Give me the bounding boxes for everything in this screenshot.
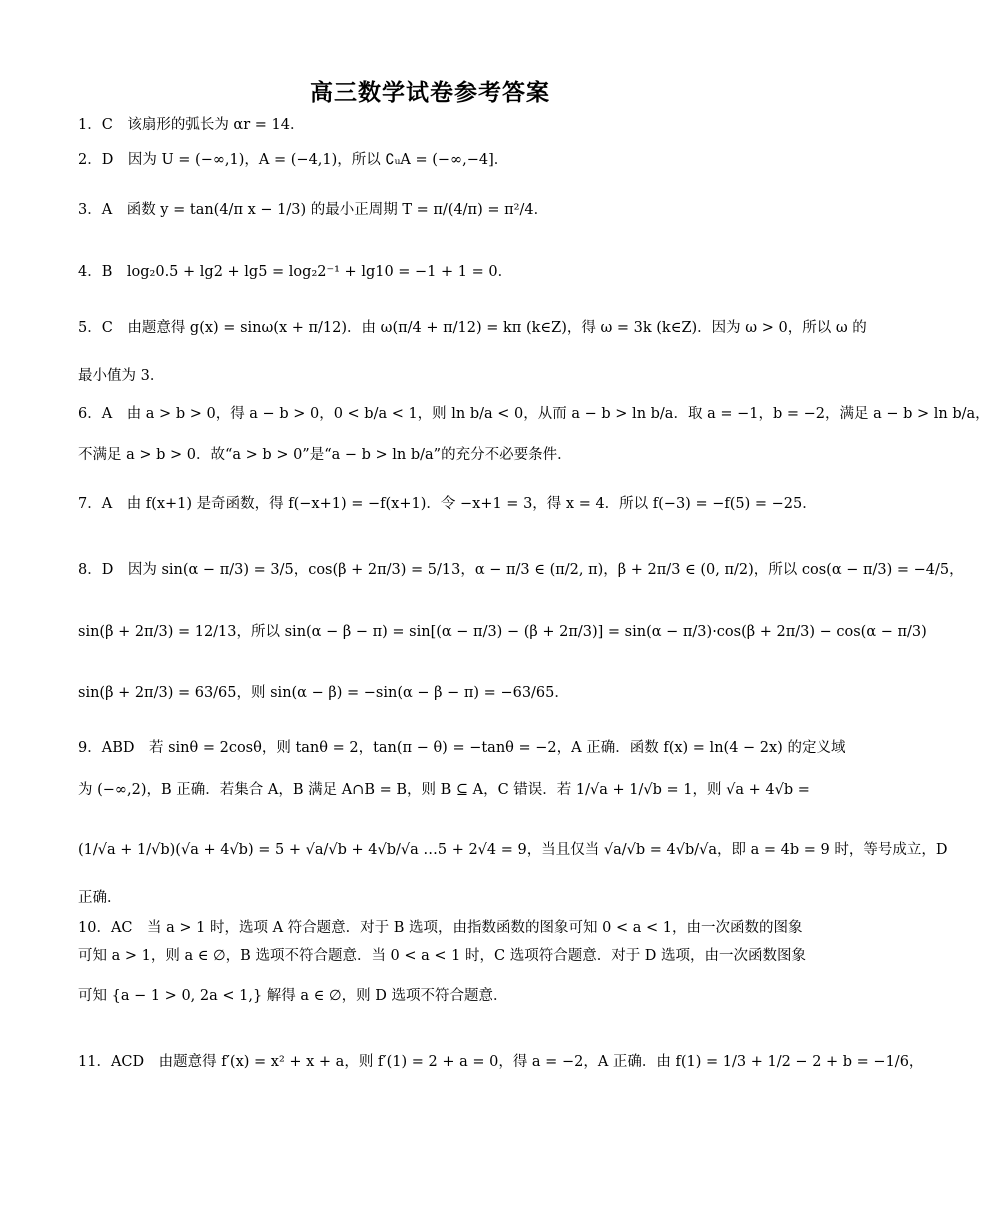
answer-9: 9．ABD 若 sinθ = 2cosθ，则 tanθ = 2，tan(π − θ) = −tanθ = −2，A 正确．函数 f(x) = ln(4 − 2x) 的定义域 bbox=[78, 740, 846, 756]
page-title: 高三数学试卷参考答案 bbox=[310, 80, 550, 106]
answer-3: 3．A 函数 y = tan(4/π x − 1/3) 的最小正周期 T = π/(4/π) = π²/4． bbox=[78, 202, 549, 218]
answer-10-cont-2: 可知 {a − 1 > 0, 2a < 1,} 解得 a ∈ ∅，则 D 选项不符合题意． bbox=[78, 988, 508, 1004]
answer-2: 2．D 因为 U = (−∞,1)，A = (−4,1)，所以 ∁ᵤA = (−∞,−4]． bbox=[78, 152, 509, 168]
answer-6: 6．A 由 a > b > 0，得 a − b > 0，0 < b/a < 1，则 ln b/a < 0，从而 a − b > ln b/a．取 a = −1，b = −2，满足 a − b > ln b/a， bbox=[78, 406, 990, 422]
answer-9-cont-1: 为 (−∞,2)，B 正确．若集合 A，B 满足 A∩B = B，则 B ⊆ A，C 错误．若 1/√a + 1/√b = 1，则 √a + 4√b = bbox=[78, 782, 810, 798]
answer-8: 8．D 因为 sin(α − π/3) = 3/5，cos(β + 2π/3) = 5/13，α − π/3 ∈ (π/2, π)，β + 2π/3 ∈ (0, π/2)，所以 cos(α − π/3) = −4/5， bbox=[78, 562, 964, 578]
answer-1: 1．C 该扇形的弧长为 αr = 14． bbox=[78, 117, 305, 133]
answer-6-cont: 不满足 a > b > 0．故“a > b > 0”是“a − b > ln b/a”的充分不必要条件． bbox=[78, 447, 572, 463]
answer-10: 10．AC 当 a > 1 时，选项 A 符合题意．对于 B 选项，由指数函数的图象可知 0 < a < 1，由一次函数的图象 bbox=[78, 920, 803, 936]
answer-5-cont: 最小值为 3． bbox=[78, 368, 165, 384]
answer-9-cont-3: 正确． bbox=[78, 890, 122, 906]
answer-10-cont-1: 可知 a > 1，则 a ∈ ∅，B 选项不符合题意．当 0 < a < 1 时，C 选项符合题意．对于 D 选项，由一次函数图象 bbox=[78, 948, 807, 964]
answer-9-cont-2: (1/√a + 1/√b)(√a + 4√b) = 5 + √a/√b + 4√b/√a …5 + 2√4 = 9，当且仅当 √a/√b = 4√b/√a，即 a = 4b = 9 时，等号成立，D bbox=[78, 842, 948, 858]
answer-11: 11．ACD 由题意得 f′(x) = x² + x + a，则 f′(1) = 2 + a = 0，得 a = −2，A 正确．由 f(1) = 1/3 + 1/2 − 2 + b = −1/6， bbox=[78, 1054, 924, 1070]
answer-8-cont-1: sin(β + 2π/3) = 12/13，所以 sin(α − β − π) = sin[(α − π/3) − (β + 2π/3)] = sin(α − π/3)·cos(β + 2π/3) − cos(α − π/3) bbox=[78, 624, 927, 640]
answer-4: 4．B log₂0.5 + lg2 + lg5 = log₂2⁻¹ + lg10 = −1 + 1 = 0． bbox=[78, 264, 513, 280]
answer-5: 5．C 由题意得 g(x) = sinω(x + π/12)．由 ω(π/4 + π/12) = kπ (k∈Z)，得 ω = 3k (k∈Z)．因为 ω > 0，所以 ω 的 bbox=[78, 320, 867, 336]
answer-8-cont-2: sin(β + 2π/3) = 63/65，则 sin(α − β) = −sin(α − β − π) = −63/65． bbox=[78, 685, 569, 701]
answer-7: 7．A 由 f(x+1) 是奇函数，得 f(−x+1) = −f(x+1)．令 −x+1 = 3，得 x = 4．所以 f(−3) = −f(5) = −25． bbox=[78, 496, 817, 512]
